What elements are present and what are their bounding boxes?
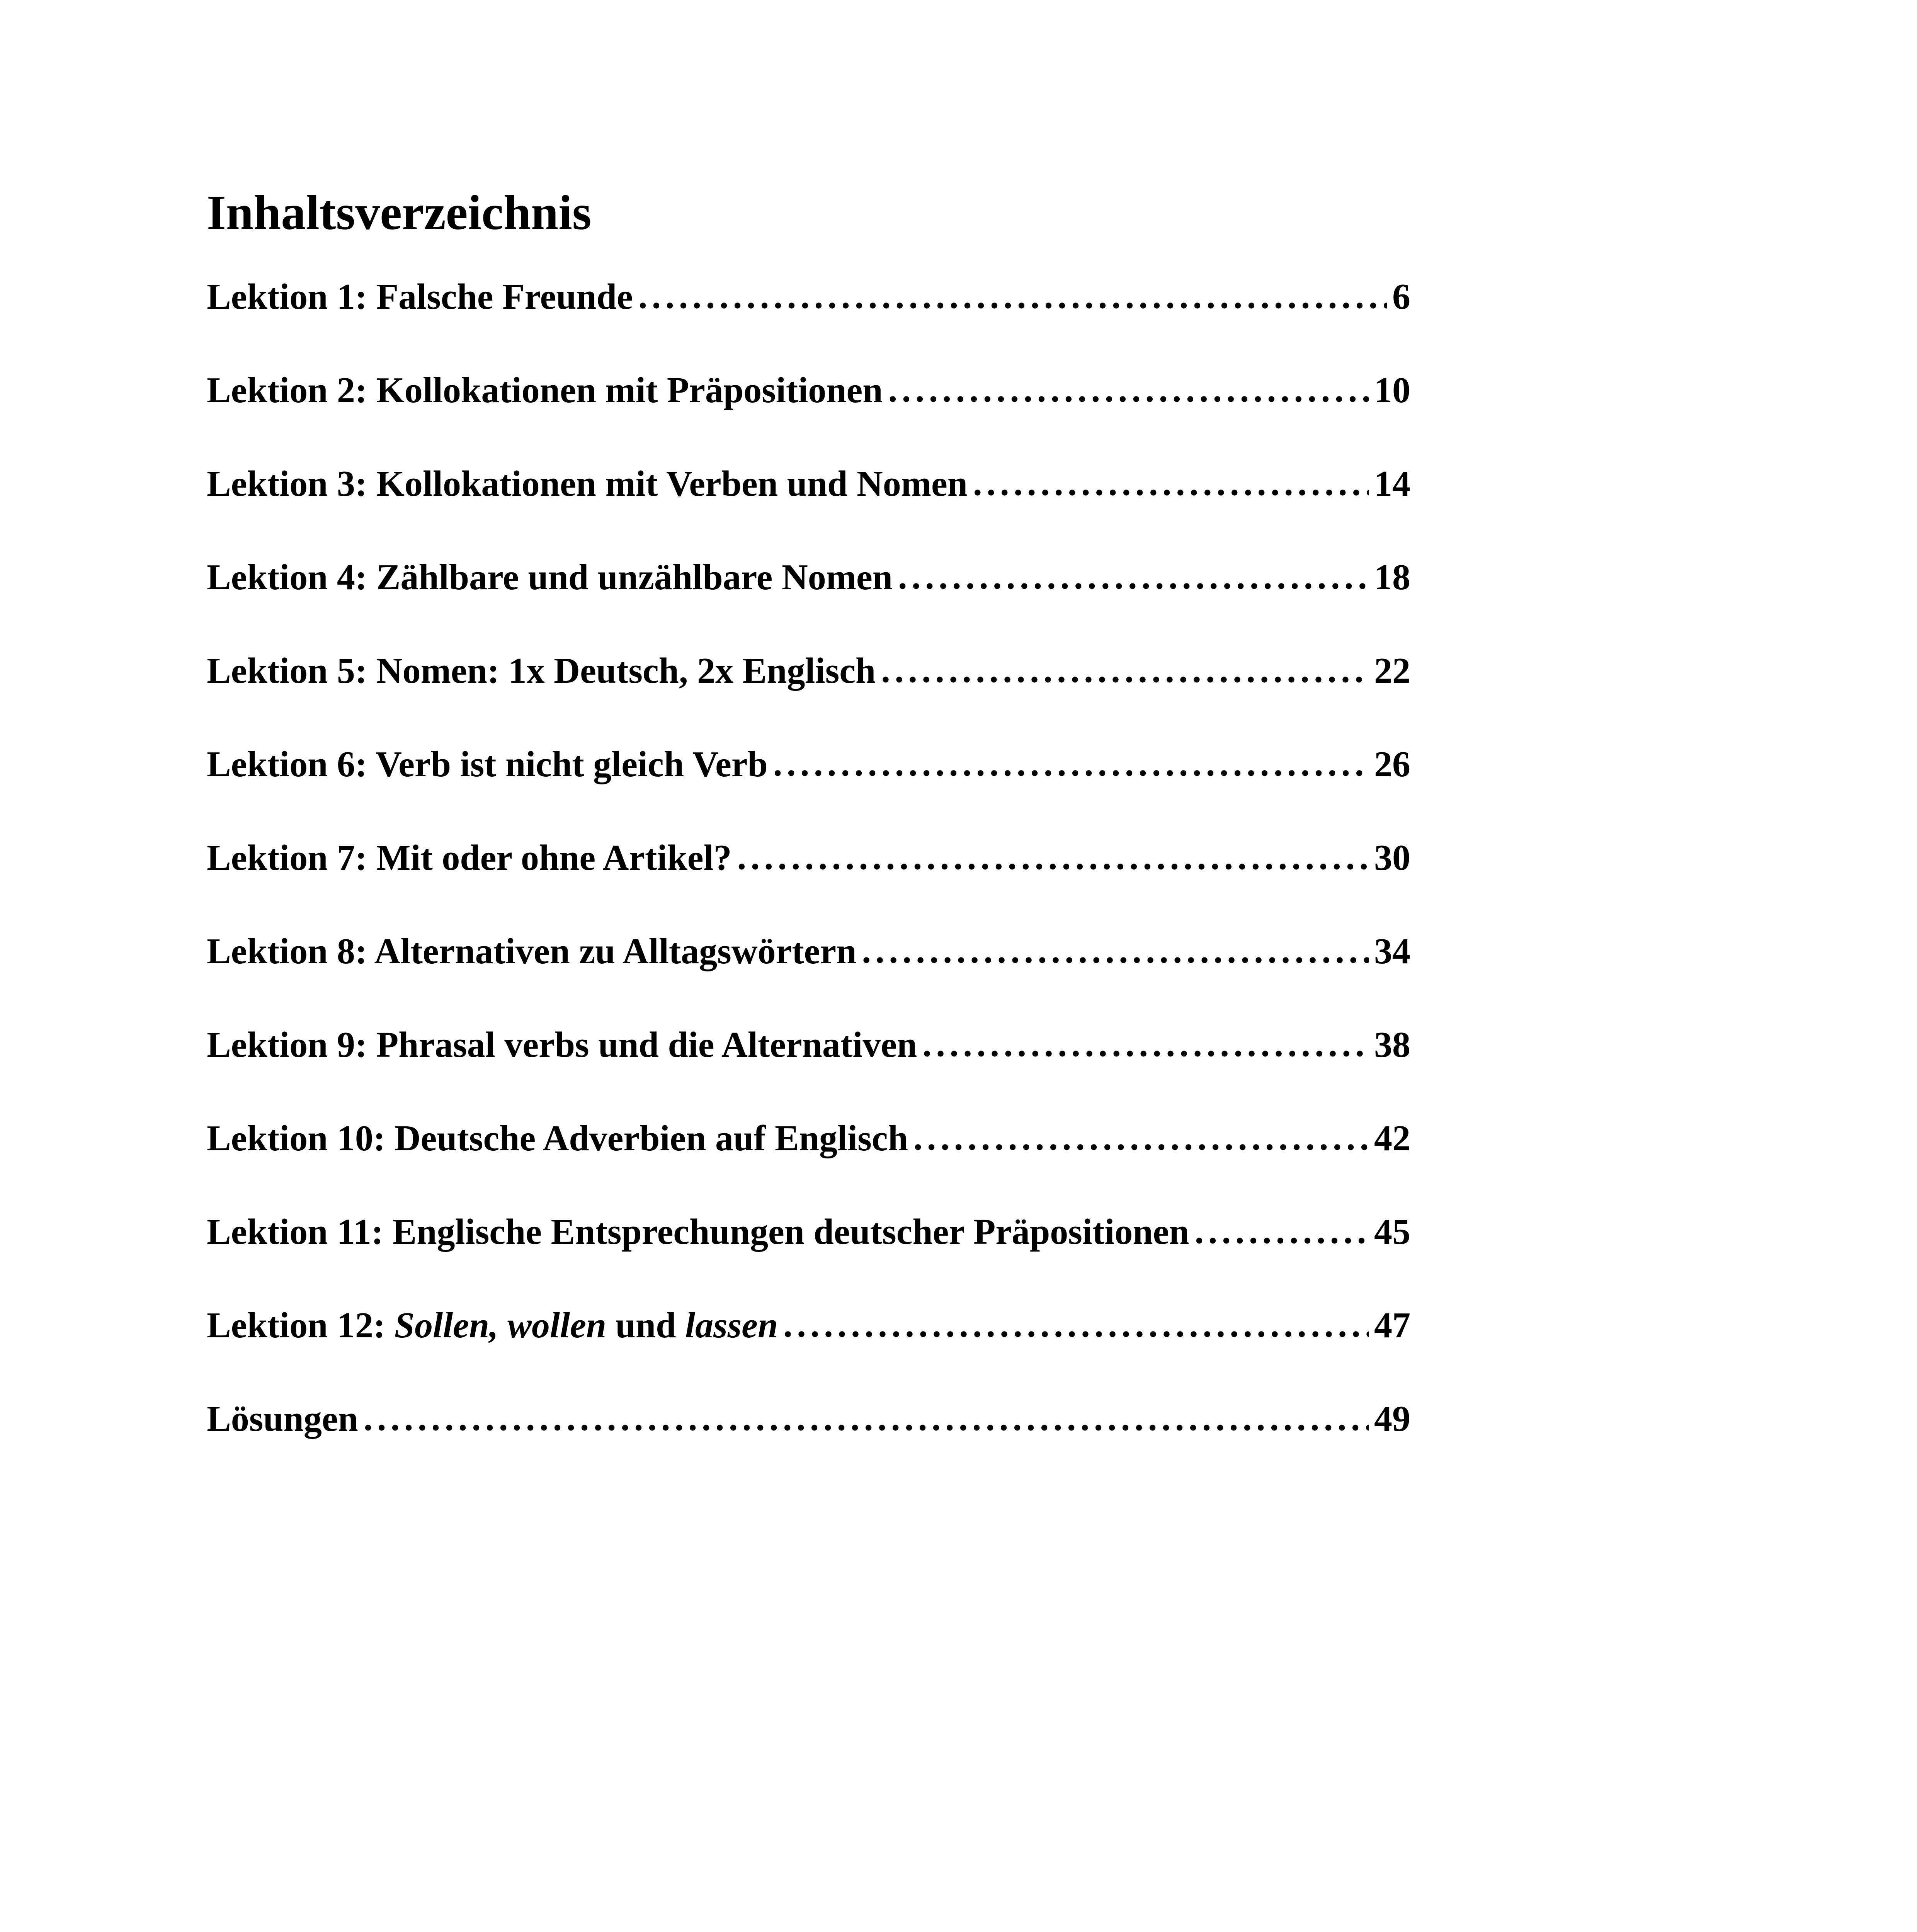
toc-entry-label-prefix: Lektion 12: (207, 1305, 395, 1345)
toc-entry-page: 47 (1374, 1305, 1410, 1345)
toc-dot-leader (783, 1301, 1369, 1348)
toc-dot-leader (913, 1114, 1369, 1161)
toc-dot-leader (1195, 1208, 1369, 1254)
toc-entry-label-italic: Sollen (394, 1305, 490, 1345)
toc-entry[interactable] (207, 1396, 1410, 1489)
toc-dot-leader (773, 740, 1369, 787)
toc-entry-label: Lektion 7: Mit oder ohne Artikel? (207, 838, 732, 878)
toc-entry-label: Lektion 9: Phrasal verbs und die Alternativen (207, 1025, 917, 1065)
toc-entry-label: Lektion 2: Kollokationen mit Präpositionen (207, 370, 883, 410)
toc-entry[interactable] (207, 1209, 1410, 1302)
toc-dot-leader (737, 834, 1369, 880)
toc-entry[interactable] (207, 554, 1410, 648)
toc-dot-leader (898, 553, 1369, 600)
toc-dot-leader (862, 927, 1369, 974)
toc-entry-label: Lösungen (207, 1399, 358, 1439)
toc-entry[interactable] (207, 928, 1410, 1022)
toc-entry-page: 6 (1392, 277, 1410, 317)
toc-entry-label: Lektion 10: Deutsche Adverbien auf Englisch (207, 1118, 908, 1158)
toc-entry[interactable] (207, 835, 1410, 928)
toc-dot-leader (922, 1021, 1369, 1067)
toc-dot-leader (888, 366, 1369, 413)
toc-entry[interactable] (207, 648, 1410, 741)
toc-entry-page: 34 (1374, 931, 1410, 971)
toc-entry[interactable] (207, 1115, 1410, 1209)
toc-entry-page: 26 (1374, 744, 1410, 784)
toc-entry-page: 14 (1374, 464, 1410, 504)
table-of-contents (207, 182, 1410, 1489)
toc-title: Inhaltsverzeichnis (207, 185, 592, 240)
toc-entry[interactable] (207, 461, 1410, 554)
toc-list (207, 274, 1410, 1489)
toc-entry-label: Lektion 1: Falsche Freunde (207, 277, 633, 317)
toc-entry-label: Lektion 11: Englische Entsprechungen deutscher Präpositionen (207, 1212, 1189, 1252)
toc-entry-page: 10 (1374, 370, 1410, 410)
toc-entry-label: Lektion 6: Verb ist nicht gleich Verb (207, 744, 768, 784)
toc-entry-label: Lektion 8: Alternativen zu Alltagswörtern (207, 931, 857, 971)
toc-entry-label: Lektion 5: Nomen: 1x Deutsch, 2x Englisch (207, 651, 876, 691)
toc-entry[interactable] (207, 274, 1410, 320)
toc-entry-label (207, 1302, 778, 1349)
toc-entry-label-separator: , (489, 1305, 508, 1345)
toc-entry-page: 38 (1374, 1025, 1410, 1065)
toc-dot-leader (364, 1395, 1369, 1441)
toc-entry[interactable] (207, 741, 1410, 835)
toc-entry-page: 42 (1374, 1118, 1410, 1158)
toc-entry-page: 45 (1374, 1212, 1410, 1252)
toc-entry-page: 30 (1374, 838, 1410, 878)
toc-entry-label: Lektion 3: Kollokationen mit Verben und Nomen (207, 464, 968, 504)
toc-entry-label-separator: und (606, 1305, 685, 1345)
toc-dot-leader (638, 273, 1387, 319)
toc-entry-label: Lektion 4: Zählbare und unzählbare Nomen (207, 557, 893, 597)
toc-entry-page: 18 (1374, 557, 1410, 597)
toc-entry[interactable] (207, 1302, 1410, 1396)
toc-entry[interactable] (207, 367, 1410, 461)
toc-entry[interactable] (207, 1022, 1410, 1115)
toc-dot-leader (973, 460, 1369, 506)
toc-dot-leader (881, 647, 1369, 693)
toc-entry-page: 49 (1374, 1399, 1410, 1439)
toc-entry-label-italic: wollen (507, 1305, 607, 1345)
toc-entry-label-italic: lassen (685, 1305, 778, 1345)
toc-entry-page: 22 (1374, 651, 1410, 691)
